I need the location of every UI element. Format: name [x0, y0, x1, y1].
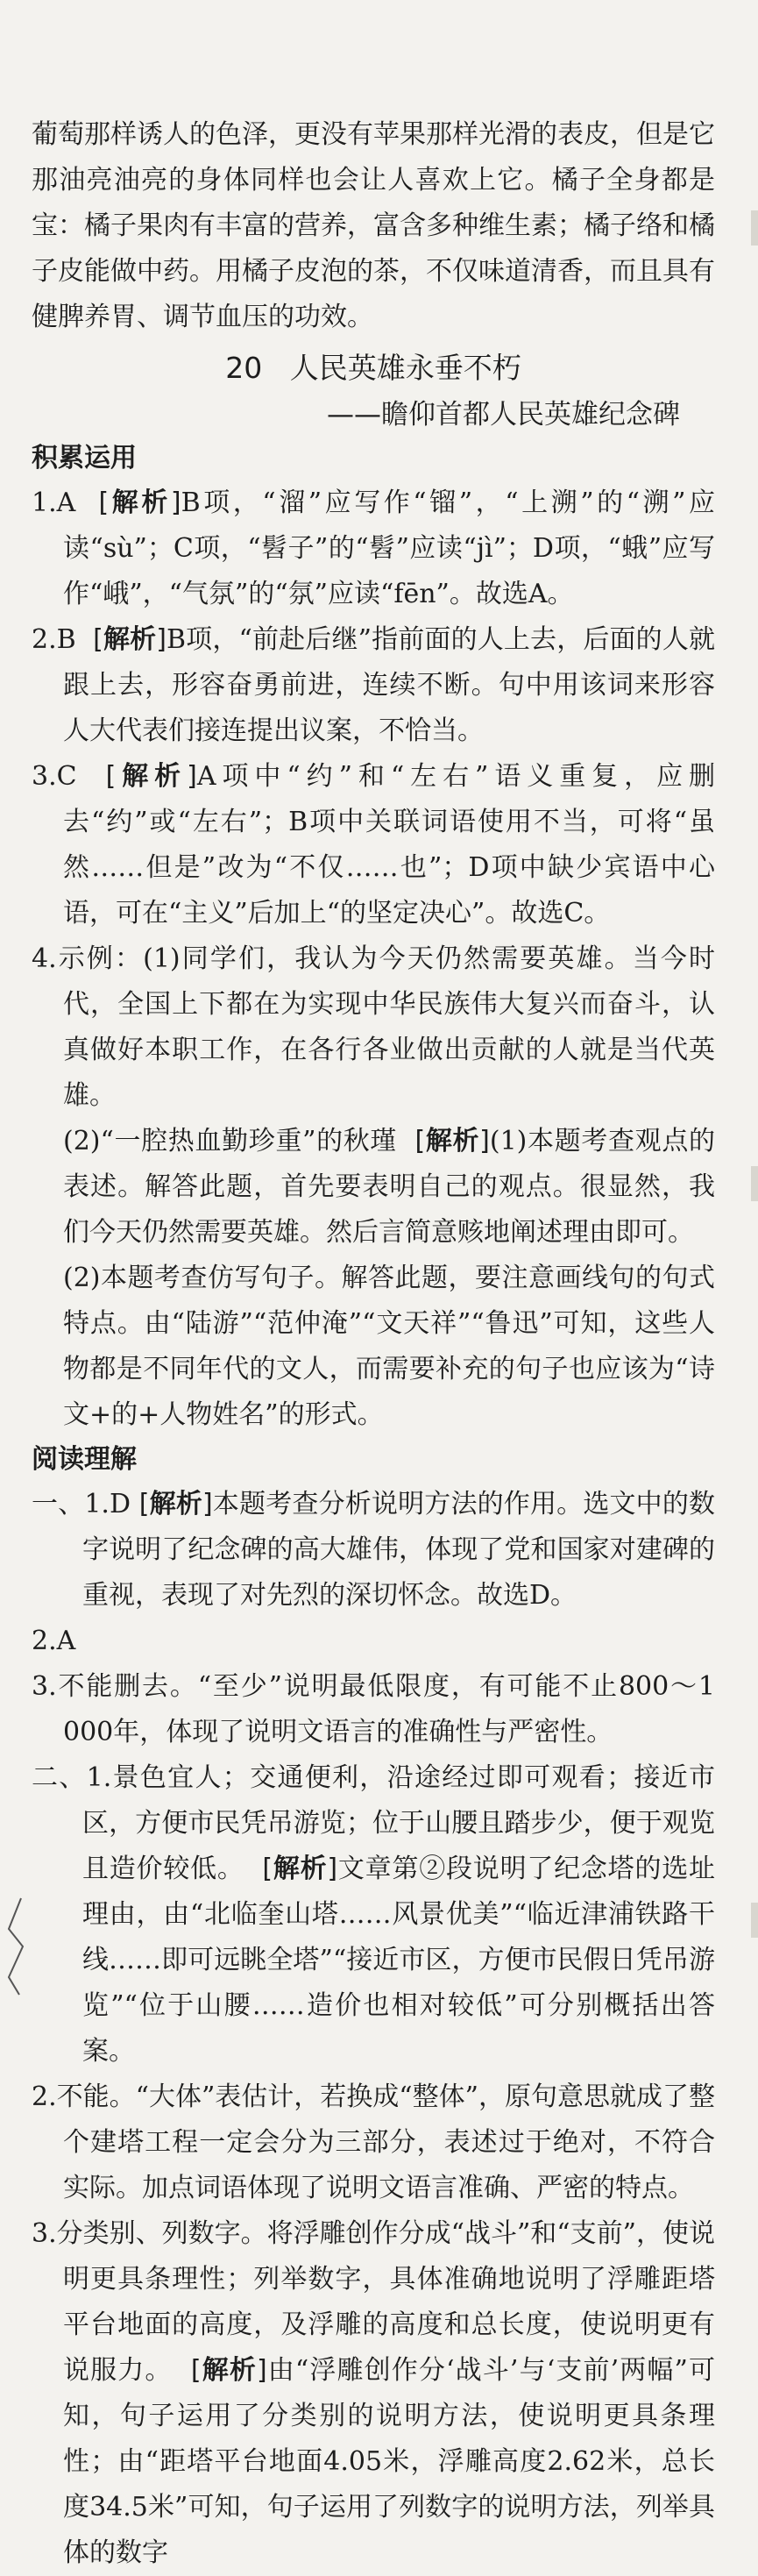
analysis-tag: [ 解析 ]: [139, 1489, 213, 1519]
analysis-tag: [ 解析 ]: [414, 1126, 489, 1156]
analysis-tag: [ 解析 ]: [93, 624, 166, 655]
section-heading-accumulation: 积累运用: [32, 443, 137, 473]
analysis-tag: [ 解析 ]: [98, 487, 181, 518]
lesson-number: 20: [225, 351, 263, 385]
page-edge-mark-top: [751, 210, 758, 246]
page-edge-mark-bottom: [751, 1903, 758, 1938]
answer-item-1: 1.A [ 解析 ] B项，“溜”应写作“镏”，“上溯”的“溯”应读“sù”；C项，“髫子”的“髫”应读“jì”；D项，“蛾”应写作“峨”，“气氛”的“氛”应读“fēn”。故选A。: [32, 480, 715, 617]
reading-one-q3: 3.不能删去。“至少”说明最低限度，有可能不止800～1 000年，体现了说明文语言的准确性与严密性。: [32, 1671, 715, 1747]
analysis-tag: [ 解析 ]: [191, 2355, 267, 2386]
main-content: [32, 112, 715, 2576]
intro-paragraph: 葡萄那样诱人的色泽，更没有苹果那样光滑的表皮，但是它那油亮油亮的身体同样也会让人喜欢上它。橘子全身都是宝：橘子果肉有丰富的营养，富含多种维生素；橘子络和橘子皮能做中药。用橘子皮泡的茶，不仅味道清香，而且具有健脾养胃、调节血压的功效。: [32, 119, 715, 332]
answer-item-2: 2.B [ 解析 ] B项，“前赴后继”指前面的人上去，后面的人就跟上去，形容奋勇前进，连续不断。句中用该词来形容人大代表们接连提出议案，不恰当。: [32, 617, 715, 754]
analysis-tag: [ 解析 ]: [262, 1854, 337, 1884]
reading-one-q2: 2.A: [32, 1626, 76, 1656]
page-edge-mark-mid: [751, 1166, 758, 1201]
margin-scribble-icon: [4, 1894, 30, 1999]
reading-two-q2: 2.不能。“大体”表估计，若换成“整体”，原句意思就成了整个建塔工程一定会分为三部分，表述过于绝对，不符合实际。加点词语体现了说明文语言准确、严密的特点。: [32, 2081, 715, 2203]
lesson-subtitle: ——瞻仰首都人民英雄纪念碑: [327, 399, 680, 431]
reading-two-q1: 二、1.景色宜人；交通便利，沿途经过即可观看；接近市区，方便市民凭吊游览；位于山腰且踏步少，便于观览且造价较低。 [ 解析 ] 文章第②段说明了纪念塔的选址理由，由“北临奎山塔……风景优美”“临近津浦铁路干线……即可远眺全塔”“接近市区，方便市民假日凭吊游览”“位于山腰……造价也相对较低”可分别概括出答案。: [32, 1755, 715, 2074]
section-heading-reading: 阅读理解: [32, 1444, 137, 1475]
analysis-tag: [ 解析 ]: [106, 761, 197, 792]
answer-item-4: 4.示例：(1)同学们，我认为今天仍然需要英雄。当今时代，全国上下都在为实现中华民族伟大复兴而奋斗，认真做好本职工作，在各行各业做出贡献的人就是当代英雄。: [32, 943, 715, 1111]
answer-item-4-part3: (2)本题考查仿写句子。解答此题，要注意画线句的句式特点。由“陆游”“范仲淹”“文天祥”“鲁迅”可知，这些人物都是不同年代的文人，而需要补充的句子也应该为“诗文+的+人物姓名”的形式。: [63, 1263, 715, 1430]
reading-one-q1: 一、1.D [ 解析 ] 本题考查分析说明方法的作用。选文中的数字说明了纪念碑的高大雄伟，体现了党和国家对建碑的重视，表现了对先烈的深切怀念。故选D。: [32, 1482, 715, 1619]
answer-item-4-part2: (2)“一腔热血勤珍重”的秋瑾 [ 解析 ] (1)本题考查观点的表述。解答此题，首先要表明自己的观点。很显然，我们今天仍然需要英雄。然后言简意赅地阐述理由即可。: [32, 1119, 715, 1256]
reading-two-q3: 3.分类别、列数字。将浮雕创作分成“战斗”和“支前”，使说明更具条理性；列举数字，具体准确地说明了浮雕距塔平台地面的高度，及浮雕的高度和总长度，使说明更有说服力。 [ 解析 ] 由“浮雕创作分‘战斗’与‘支前’两幅”可知，句子运用了分类别的说明方法，使说明更具条理性；由“距塔平台地面4.05米，浮雕高度2.62米，总长度34.5米”可知，句子运用了列数字的说明方法，列举具体的数字: [32, 2211, 715, 2576]
lesson-title: [32, 344, 715, 393]
answer-item-3: 3.C [ 解析 ] A项中“约”和“左右”语义重复，应删去“约”或“左右”；B项中关联词语使用不当，可将“虽然……但是”改为“不仅……也”；D项中缺少宾语中心语，可在“主义”后加上“的坚定决心”。故选C。: [32, 754, 715, 936]
lesson-title-text: 人民英雄永垂不朽: [289, 351, 521, 385]
